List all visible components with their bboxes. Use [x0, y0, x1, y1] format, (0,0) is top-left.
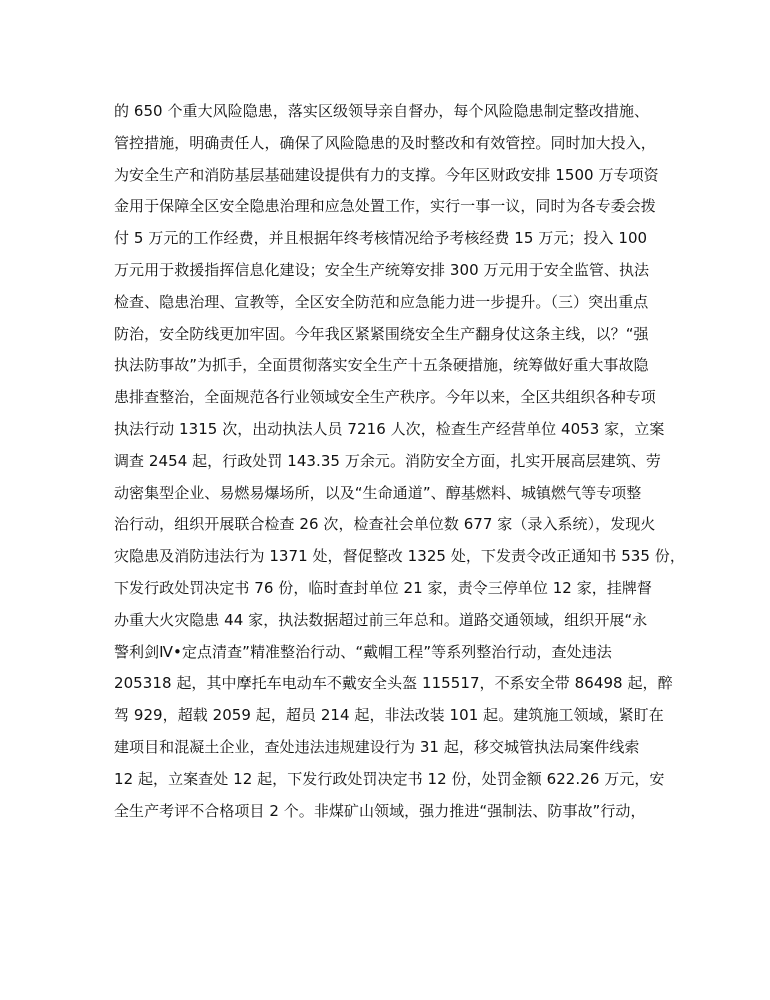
text-line: 金用于保障全区安全隐患治理和应急处置工作，实行一事一议，同时为各专委会拨 [114, 197, 656, 216]
text-line: 防治，安全防线更加牢固。今年我区紧紧围绕安全生产翻身仗这条主线，以？“强 [114, 324, 649, 343]
text-line: 下发行政处罚决定书 76 份，临时查封单位 21 家，责令三停单位 12 家，挂牌督 [114, 578, 652, 597]
text-line: 调查 2454 起，行政处罚 143.35 万余元。消防安全方面，扎实开展高层建筑、劳 [114, 451, 661, 470]
text-line: 警利剑Ⅳ•定点清查”精准整治行动、“戴帽工程”等系列整治行动，查处违法 [114, 642, 612, 661]
text-line: 管控措施，明确责任人，确保了风险隐患的及时整改和有效管控。同时加大投入， [114, 133, 656, 152]
text-line: 检查、隐患治理、宣教等，全区安全防范和应急能力进一步提升。（三）突出重点 [114, 292, 649, 311]
text-line: 付 5 万元的工作经费，并且根据年终考核情况给予考核经费 15 万元；投入 100 [114, 229, 648, 248]
text-line: 驾 929，超载 2059 起，超员 214 起，非法改装 101 起。建筑施工领域，紧盯在 [114, 706, 664, 725]
text-line: 灾隐患及消防违法行为 1371 处，督促整改 1325 处，下发责令改正通知书 535 份， [114, 547, 685, 566]
text-line: 为安全生产和消防基层基础建设提供有力的支撑。今年区财政安排 1500 万专项资 [114, 165, 659, 184]
text-line: 205318 起，其中摩托车电动车不戴安全头盔 115517，不系安全带 86498 起，醉 [114, 674, 673, 693]
body-paragraph [114, 96, 685, 827]
text-line: 的 650 个重大风险隐患，落实区级领导亲自督办，每个风险隐患制定整改措施、 [114, 102, 650, 120]
text-line: 治行动，组织开展联合检查 26 次，检查社会单位数 677 家（录入系统），发现火 [114, 515, 656, 534]
text-line: 万元用于救援指挥信息化建设；安全生产统筹安排 300 万元用于安全监管、执法 [114, 260, 650, 279]
text-line: 执法行动 1315 次，出动执法人员 7216 人次，检查生产经营单位 4053 家，立案 [114, 419, 665, 438]
text-line: 动密集型企业、易燃易爆场所，以及“生命通道”、醇基燃料、城镇燃气等专项整 [114, 483, 642, 502]
text-line: 执法防事故”为抓手，全面贯彻落实安全生产十五条硬措施，统筹做好重大事故隐 [114, 356, 649, 375]
text-line: 建项目和混凝土企业，查处违法违规建设行为 31 起，移交城管执法局案件线索 [114, 737, 640, 756]
text-line: 全生产考评不合格项目 2 个。非煤矿山领域，强力推进“强制法、防事故”行动， [114, 801, 646, 820]
text-line: 患排查整治，全面规范各行业领域安全生产秩序。今年以来，全区共组织各种专项 [114, 388, 656, 407]
text-line: 办重大火灾隐患 44 家，执法数据超过前三年总和。道路交通领域，组织开展“永 [114, 610, 648, 629]
text-line: 12 起，立案查处 12 起，下发行政处罚决定书 12 份，处罚金额 622.26 万元，安 [114, 769, 665, 788]
